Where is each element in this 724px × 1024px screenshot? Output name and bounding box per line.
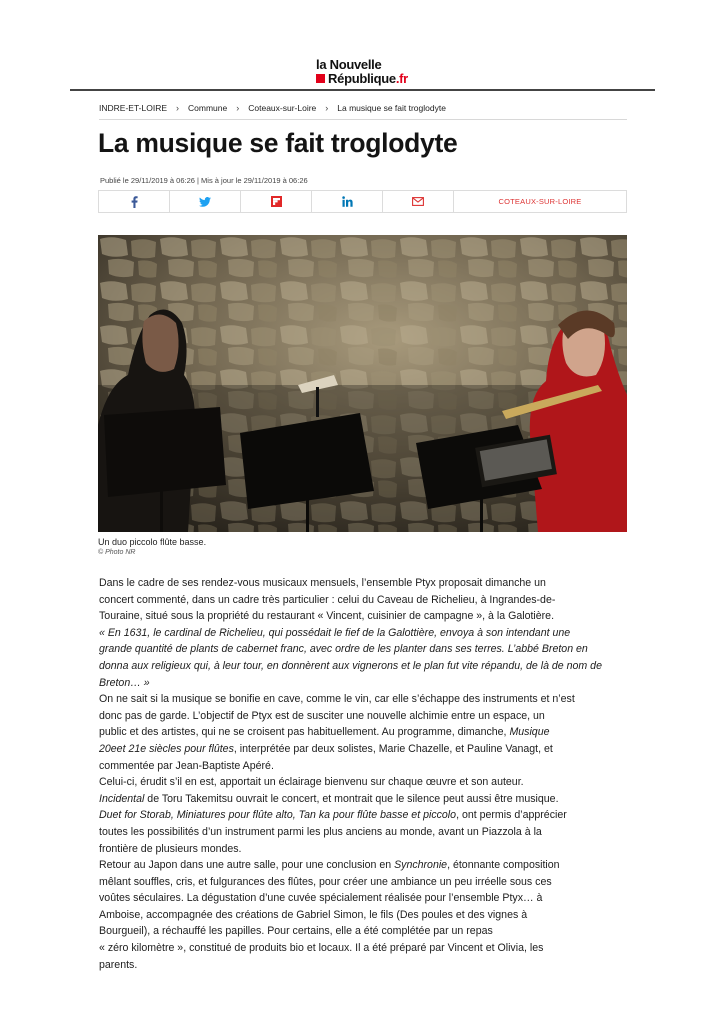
article-italic-text: Incidental [99,792,145,805]
article-line [99,708,631,725]
breadcrumb-item-town[interactable]: Coteaux-sur-Loire [248,103,317,113]
article-text: Retour au Japon dans une autre salle, pour une conclusion en [99,859,395,872]
site-logo[interactable] [316,58,408,85]
flipboard-icon [271,196,282,207]
share-facebook-button[interactable] [99,191,170,212]
twitter-icon [199,197,211,207]
breadcrumb-item-commune[interactable]: Commune [188,103,228,113]
article-text: Dans le cadre de ses rendez-vous musicaux mensuels, l’ensemble Ptyx proposait dimanche un [99,577,546,589]
breadcrumb [99,103,446,113]
article-photo [98,235,627,532]
logo-line2-wrap [316,72,408,85]
article-text: donc pas de garde. L’objectif de Ptyx est de susciter une nouvelle alchimie entre un espace, un [99,709,545,722]
breadcrumb-divider [99,119,627,120]
photo-caption: Un duo piccolo flûte basse. [98,537,207,547]
share-linkedin-button[interactable] [312,191,383,212]
chevron-right-icon: › [325,103,329,113]
logo-line2: République [328,71,396,86]
photo-credit: © Photo NR [98,549,136,556]
article-text: concert commenté, dans un cadre très particulier : celui du Caveau de Richelieu, à Ingrandes-de- [99,593,556,606]
article-text: Amboise, accompagnée des créations de Gabriel Simon, le fils (Des poules et des vignes à [99,908,528,921]
article-text: On ne sait si la musique se bonifie en cave, comme le vin, car elle s’échappe des instruments et n’est [99,693,575,706]
article-line [99,691,631,708]
article-italic-text: grande quantité de plants de cabernet franc, avec ordre de les planter dans ses terres. L’abbé Breton en [99,643,588,656]
share-twitter-button[interactable] [170,191,241,212]
article-line [99,641,631,658]
article-italic-text: Synchronie [394,859,448,872]
article-line [99,774,631,791]
site-header [0,58,724,87]
article-text: Celui-ci, érudit s’il en est, apportait un éclairage bienvenu sur chaque œuvre et son auteur. [99,776,524,789]
article-line [99,658,631,675]
article-text: , ont permis d’apprécier [456,809,567,822]
concert-photo-illustration [98,235,627,532]
article-italic-text: Breton… » [99,676,150,689]
breadcrumb-item-departement[interactable]: INDRE-ET-LOIRE [99,103,168,113]
header-divider [70,89,655,91]
article-line [99,592,631,609]
article-text: , étonnante composition [447,859,560,872]
topic-tag-link[interactable]: COTEAUX-SUR-LOIRE [498,197,582,206]
article-text: « zéro kilomètre », constitué de produits bio et locaux. Il a été préparé par Vincent et Olivia, les [99,942,544,955]
article-italic-text: Musique [509,726,550,739]
mail-icon [412,197,424,206]
article-line [99,874,631,891]
article-line [99,857,631,874]
article-text: Touraine, situé sous la propriété du restaurant « Vincent, cuisinier de campagne », à la Galotière. [99,610,555,623]
share-bar [98,190,627,213]
article-title: La musique se fait troglodyte [98,128,458,158]
article-italic-text: Duet for Storab, Miniatures pour flûte alto, Tan ka pour flûte basse et piccolo [99,809,457,822]
article-text: Bourgueil), a réchauffé les papilles. Pour certains, elle a été complétée par un repas [99,925,493,938]
article-line [99,907,631,924]
facebook-icon [131,196,138,208]
article-line [99,923,631,940]
article-italic-text: « En 1631, le cardinal de Richelieu, qui possédait le fief de la Galottière, envoya à son intendant une [99,626,571,639]
breadcrumb-item-current: La musique se fait troglodyte [337,103,446,113]
share-mail-button[interactable] [383,191,454,212]
article-text: parents. [99,958,138,971]
article-text: commentée par Jean-Baptiste Apéré. [99,759,274,772]
article-line [99,625,631,642]
article-line [99,791,631,808]
chevron-right-icon: › [176,103,180,113]
article-body [99,575,631,973]
article-line [99,890,631,907]
linkedin-icon [342,196,353,207]
logo-line1: la Nouvelle [316,57,382,72]
article-text: de Toru Takemitsu ouvrait le concert, et montrait que le silence peut aussi être musique. [144,792,559,805]
logo-tld: .fr [395,71,408,86]
publish-meta: Publié le 29/11/2019 à 06:26 | Mis à jour le 29/11/2019 à 06:26 [100,176,308,185]
article-line [99,807,631,824]
share-flipboard-button[interactable] [241,191,312,212]
logo-mark-icon [316,74,325,83]
article-text: toutes les possibilités d’un instrument parmi les plus anciens au monde, avant un Piazzola à la [99,825,542,838]
article-line [99,940,631,957]
article-line [99,957,631,974]
chevron-right-icon: › [236,103,240,113]
article-line [99,758,631,775]
article-line [99,841,631,858]
article-line [99,675,631,692]
article-line [99,608,631,625]
article-text: mêlant souffles, cris, et fulgurances des flûtes, pour créer une ambiance un peu irréelle sous ces [99,875,552,888]
article-italic-text: donna aux religieux qui, à leur tour, en donnèrent aux vignerons et le plan fut vite répandu, de là de nom de [99,659,602,672]
article-line [99,824,631,841]
article-line [99,741,631,758]
article-line [99,724,631,741]
article-text: voûtes séculaires. La dégustation d’une cuvée spécialement réalisée pour l’ensemble Ptyx… à [99,892,543,905]
article-text: frontière de plusieurs mondes. [99,842,242,855]
article-italic-text: 20eet 21e siècles pour flûtes [99,742,234,755]
article-text: , interprétée par deux solistes, Marie Chazelle, et Pauline Vanagt, et [233,742,553,755]
article-line [99,575,631,592]
article-text: public et des artistes, qui ne se croisent pas habituellement. Au programme, dimanche, [99,726,510,739]
